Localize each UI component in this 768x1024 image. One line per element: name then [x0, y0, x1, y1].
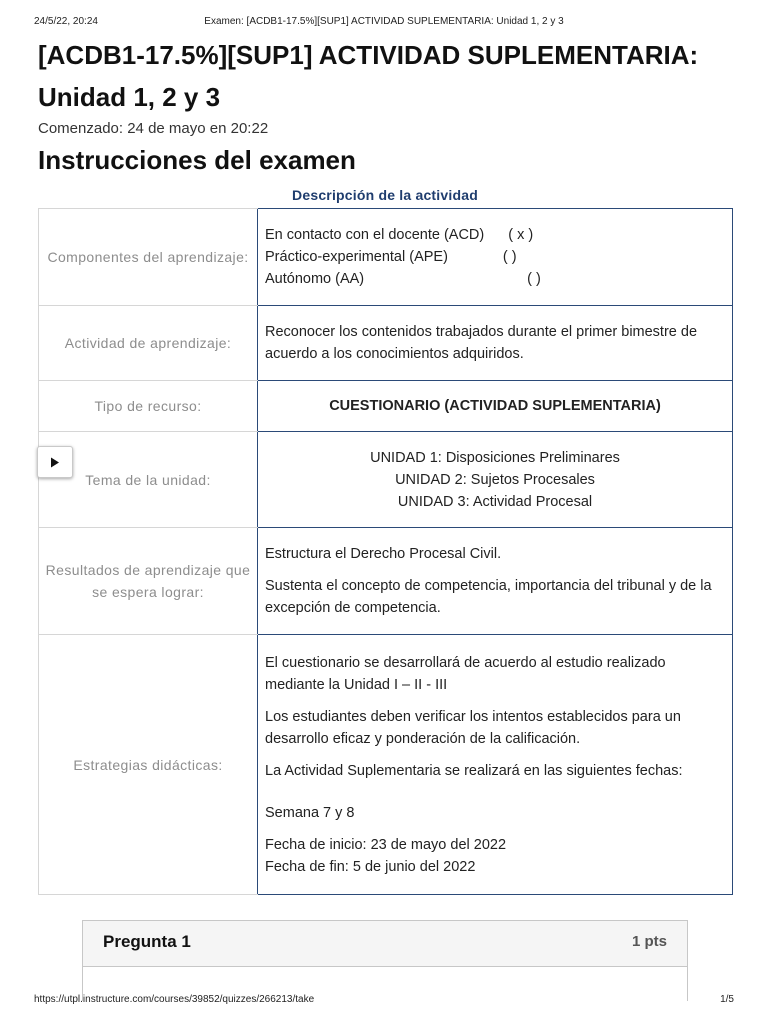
component-name: Práctico-experimental (APE): [265, 249, 448, 265]
play-icon: [50, 457, 60, 468]
print-page-title: Examen: [ACDB1-17.5%][SUP1] ACTIVIDAD SUPLEMENTARIA: Unidad 1, 2 y 3: [204, 16, 564, 27]
outcomes-label: Resultados de aprendizaje que se espera lograr:: [39, 528, 258, 635]
component-mark: ( ): [502, 249, 517, 265]
question-card: [82, 920, 688, 1001]
print-date: 24/5/22, 20:24: [34, 16, 98, 27]
play-button[interactable]: [37, 446, 73, 478]
strategy-end-date: Fecha de fin: 5 de junio del 2022: [265, 858, 476, 875]
component-item: [265, 224, 725, 246]
activity-text: Reconocer los contenidos trabajados durante el primer bimestre de acuerdo a los conocimientos adquiridos.: [265, 324, 698, 362]
component-name: En contacto con el docente (ACD): [265, 227, 485, 243]
outcome-text: Estructura el Derecho Procesal Civil.: [265, 546, 502, 562]
resource-label: Tipo de recurso:: [39, 381, 258, 432]
component-item: [265, 246, 725, 268]
started-timestamp: Comenzado: 24 de mayo en 20:22: [38, 120, 269, 137]
strategy-week: Semana 7 y 8: [265, 804, 355, 821]
table-row-resource: [39, 381, 733, 432]
strategy-start-date: Fecha de inicio: 23 de mayo del 2022: [265, 836, 507, 853]
table-row-topic: [39, 432, 733, 528]
topic-value: [258, 432, 733, 528]
print-url: https://utpl.instructure.com/courses/39852/quizzes/266213/take: [34, 994, 315, 1005]
topic-label: Tema de la unidad:: [39, 432, 258, 528]
table-row-components: [39, 209, 733, 306]
strategy-text: El cuestionario se desarrollará de acuerdo al estudio realizado mediante la Unidad I – II - III: [265, 654, 666, 693]
component-item: [265, 268, 725, 290]
page-number: 1/5: [720, 994, 734, 1005]
question-title: Pregunta 1: [103, 932, 191, 951]
instructions-heading: Instrucciones del examen: [38, 145, 356, 175]
activity-label: Actividad de aprendizaje:: [39, 306, 258, 381]
strategies-value: [258, 635, 733, 895]
component-name: Autónomo (AA): [265, 271, 365, 287]
strategies-label: Estrategias didácticas:: [39, 635, 258, 895]
component-mark: ( x ): [508, 227, 534, 243]
resource-value: CUESTIONARIO (ACTIVIDAD SUPLEMENTARIA): [258, 381, 733, 432]
strategy-text: Los estudiantes deben verificar los intentos establecidos para un desarrollo eficaz y ponderación de la calificación.: [265, 708, 681, 747]
strategy-text: La Actividad Suplementaria se realizará en las siguientes fechas:: [265, 762, 683, 779]
outcome-text: Sustenta el concepto de competencia, importancia del tribunal y de la excepción de competencia.: [265, 578, 712, 616]
activity-description-table: [38, 208, 733, 895]
component-mark: ( ): [527, 271, 541, 287]
unit-item: UNIDAD 3: Actividad Procesal: [397, 493, 593, 510]
print-footer: [34, 994, 734, 1008]
components-value: [258, 209, 733, 306]
table-caption: Descripción de la actividad: [292, 187, 478, 203]
activity-value: [258, 306, 733, 381]
question-header: [83, 921, 687, 967]
unit-item: UNIDAD 1: Disposiciones Preliminares: [370, 449, 620, 466]
components-label: Componentes del aprendizaje:: [39, 209, 258, 306]
quiz-title: [ACDB1-17.5%][SUP1] ACTIVIDAD SUPLEMENTARIA: Unidad 1, 2 y 3: [38, 40, 699, 112]
print-header: [34, 16, 734, 30]
question-points: 1 pts: [631, 933, 667, 950]
table-row-outcomes: [39, 528, 733, 635]
table-row-strategies: [39, 635, 733, 895]
table-row-activity: [39, 306, 733, 381]
outcomes-value: [258, 528, 733, 635]
unit-item: UNIDAD 2: Sujetos Procesales: [395, 471, 595, 488]
